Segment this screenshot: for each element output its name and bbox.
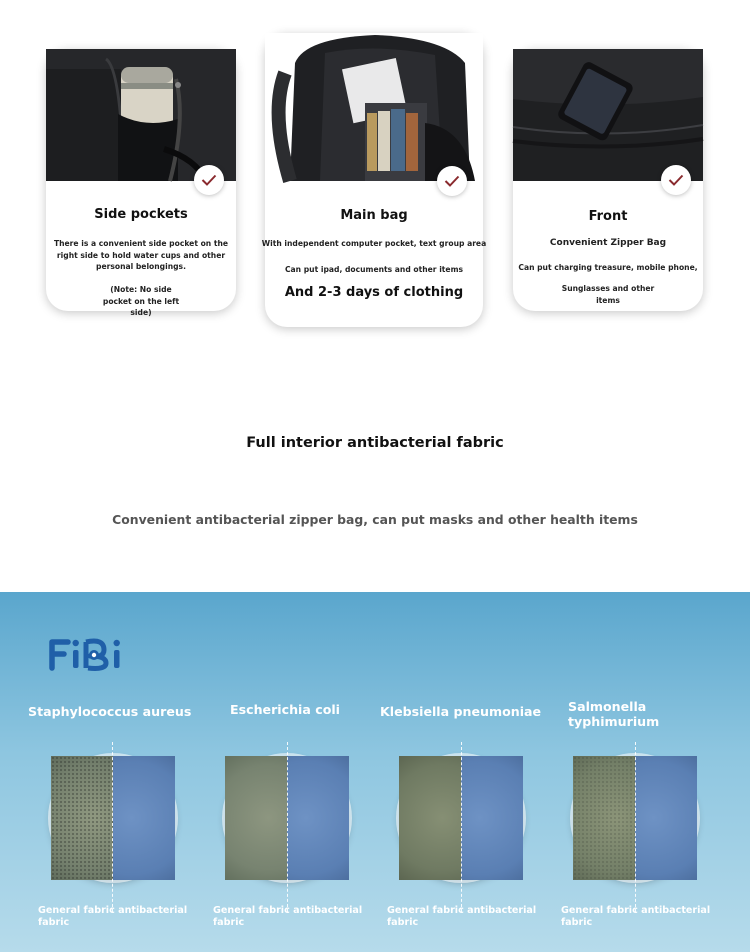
card-description-2: Sunglasses and other items (561, 284, 655, 305)
feature-card-main-bag (261, 33, 487, 327)
divider-line (635, 742, 636, 912)
backpack-side-image (46, 49, 236, 181)
card-description: There is a convenient side pocket on the right side to hold water cups and other personal belongings. (53, 239, 229, 271)
card-title: Side pockets (94, 207, 188, 222)
main-bag-photo (265, 33, 483, 181)
card-emphasis: And 2-3 days of clothing (284, 285, 464, 300)
dish-caption: General fabric antibacterial fabric (38, 905, 188, 928)
card-description: Can put charging treasure, mobile phone, (518, 263, 698, 272)
dish-caption: General fabric antibacterial fabric (387, 905, 537, 928)
antibacterial-panel (0, 592, 750, 952)
bacteria-name: Staphylococcus aureus (28, 704, 192, 719)
dish-caption: General fabric antibacterial fabric (561, 905, 711, 928)
card-title: Main bag (340, 208, 408, 223)
divider-line (112, 742, 113, 912)
card-description: With independent computer pocket, text group area (261, 239, 487, 248)
bacteria-name: Klebsiella pneumoniae (380, 704, 542, 719)
backpack-front-image (513, 49, 703, 181)
card-note: (Note: No side pocket on the left side) (102, 285, 180, 317)
check-icon (437, 166, 467, 196)
card-subtitle: Convenient Zipper Bag (549, 238, 667, 248)
card-description-2: Can put ipad, documents and other items (284, 265, 464, 274)
petri-dish (51, 756, 175, 880)
front-pocket-photo (513, 49, 703, 181)
check-icon (194, 165, 224, 195)
feature-card-side-pockets (46, 49, 236, 317)
fibi-logo (48, 636, 144, 672)
backpack-open-image (265, 33, 483, 181)
divider-line (461, 742, 462, 912)
divider-line (287, 742, 288, 912)
feature-card-front (513, 49, 703, 311)
dish-caption: General fabric antibacterial fabric (213, 905, 363, 928)
bacteria-name: Salmonella typhimurium (568, 699, 660, 729)
section-subheading: Convenient antibacterial zipper bag, can put masks and other health items (112, 512, 638, 527)
side-pocket-photo (46, 49, 236, 181)
bacteria-name: Escherichia coli (230, 702, 340, 717)
check-icon (661, 165, 691, 195)
card-title: Front (588, 209, 628, 224)
section-heading: Full interior antibacterial fabric (246, 435, 504, 451)
